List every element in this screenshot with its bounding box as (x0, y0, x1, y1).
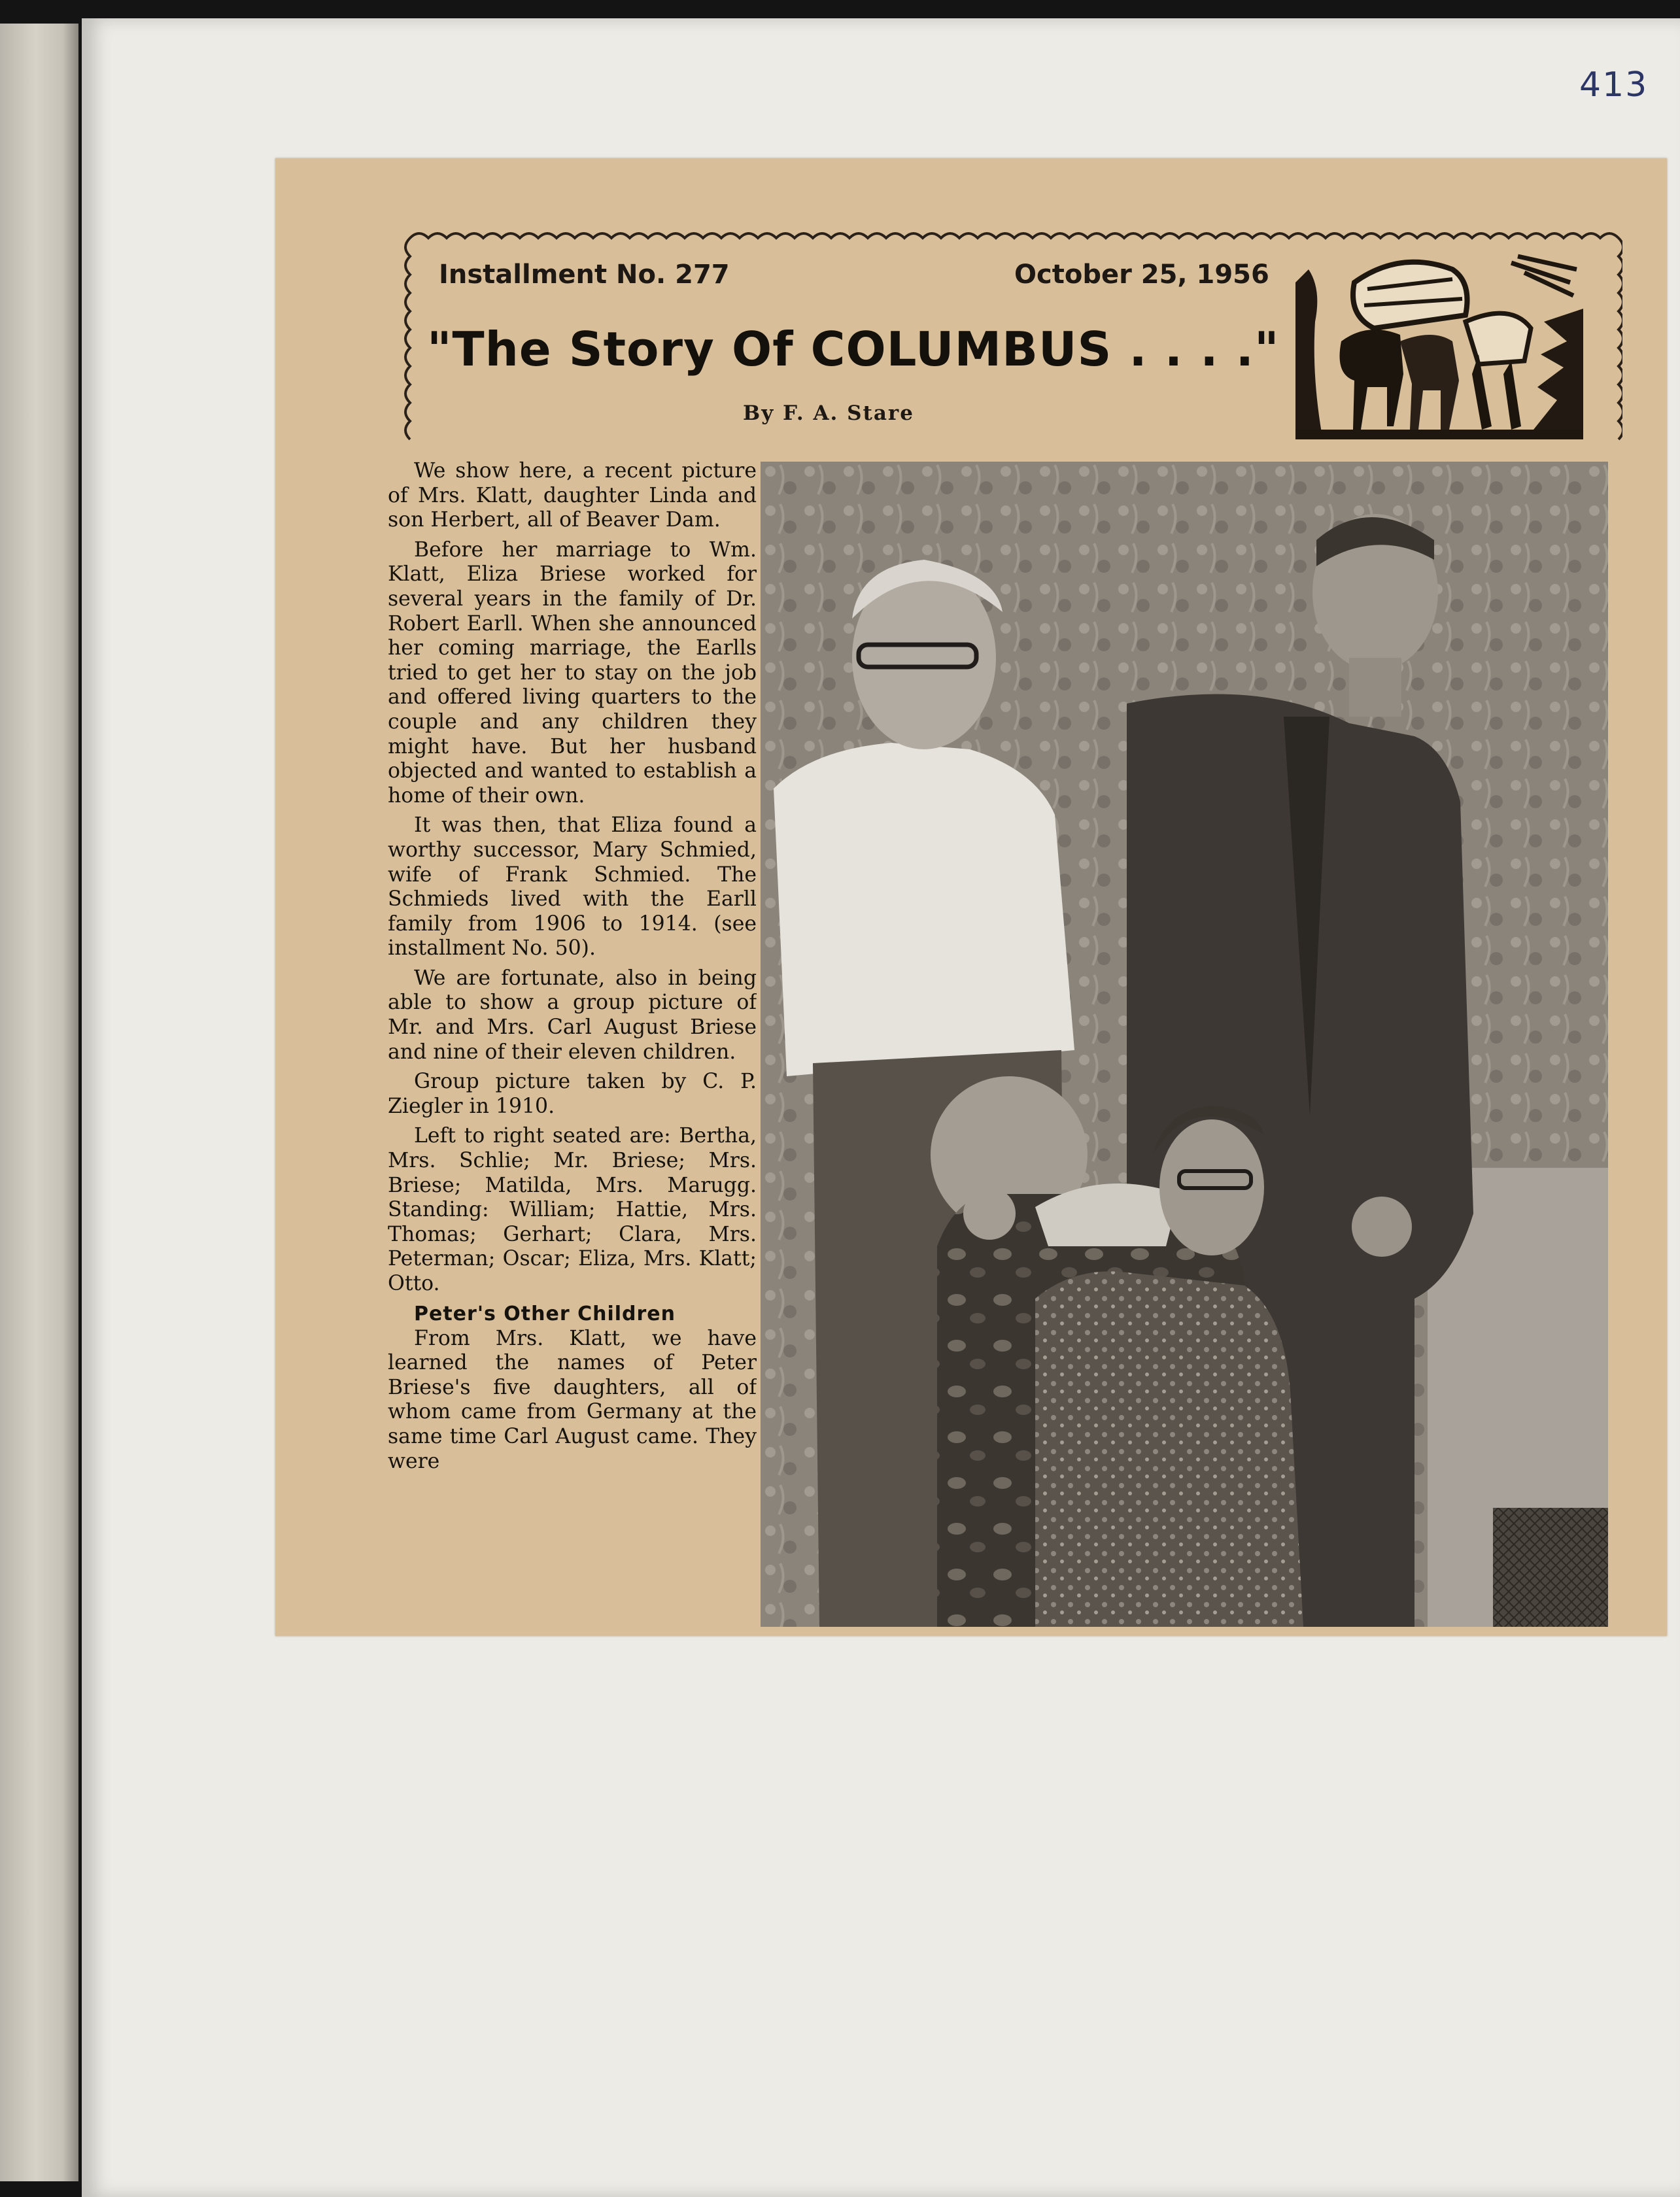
newspaper-clipping (275, 158, 1667, 1636)
family-photograph (761, 462, 1608, 1627)
publication-date: October 25, 1956 (1014, 260, 1269, 290)
article-paragraph: We show here, a recent picture of Mrs. Klatt, daughter Linda and son Herbert, all of Beaver Dam. (388, 459, 757, 532)
byline: By F. A. Stare (743, 401, 914, 425)
article-paragraph: Left to right seated are: Bertha, Mrs. Schlie; Mr. Briese; Mrs. Briese; Matilda, Mrs. Marugg. Standing: William; Hattie, Mrs. Thomas; Gerhart; Clara, Mrs. Peterman; Oscar; Eliza, Mrs. Klatt; Otto. (388, 1124, 757, 1295)
article-body (388, 459, 757, 1636)
photo-illustration (761, 462, 1608, 1627)
installment-number: Installment No. 277 (439, 260, 730, 290)
page-number: 413 (1579, 65, 1649, 105)
article-paragraph: Before her marriage to Wm. Klatt, Eliza Briese worked for several years in the family of Dr. Robert Earll. When she announced her coming marriage, the Earlls tried to get her to stay on the job and offered living quarters to the couple and any children they might have. But her husband objected and wanted to establish a home of their own. (388, 537, 757, 808)
article-title: "The Story Of COLUMBUS . . . ." (427, 322, 1280, 377)
covered-wagon-illustration (1295, 243, 1583, 439)
scrapbook-page (82, 18, 1680, 2197)
article-subheading: Peter's Other Children (414, 1302, 676, 1325)
article-paragraph: It was then, that Eliza found a worthy successor, Mary Schmied, wife of Frank Schmied. The Schmieds lived with the Earll family from 1906 to 1914. (see installment No. 50). (388, 813, 757, 961)
left-page-edge (0, 24, 78, 2181)
article-paragraph: From Mrs. Klatt, we have learned the names of Peter Briese's five daughters, all of whom came from Germany at the same time Carl August came. They were (388, 1326, 757, 1473)
article-paragraph: We are fortunate, also in being able to show a group picture of Mr. and Mrs. Carl August Briese and nine of their eleven children. (388, 966, 757, 1064)
article-paragraph: Group picture taken by C. P. Ziegler in 1910. (388, 1070, 757, 1118)
